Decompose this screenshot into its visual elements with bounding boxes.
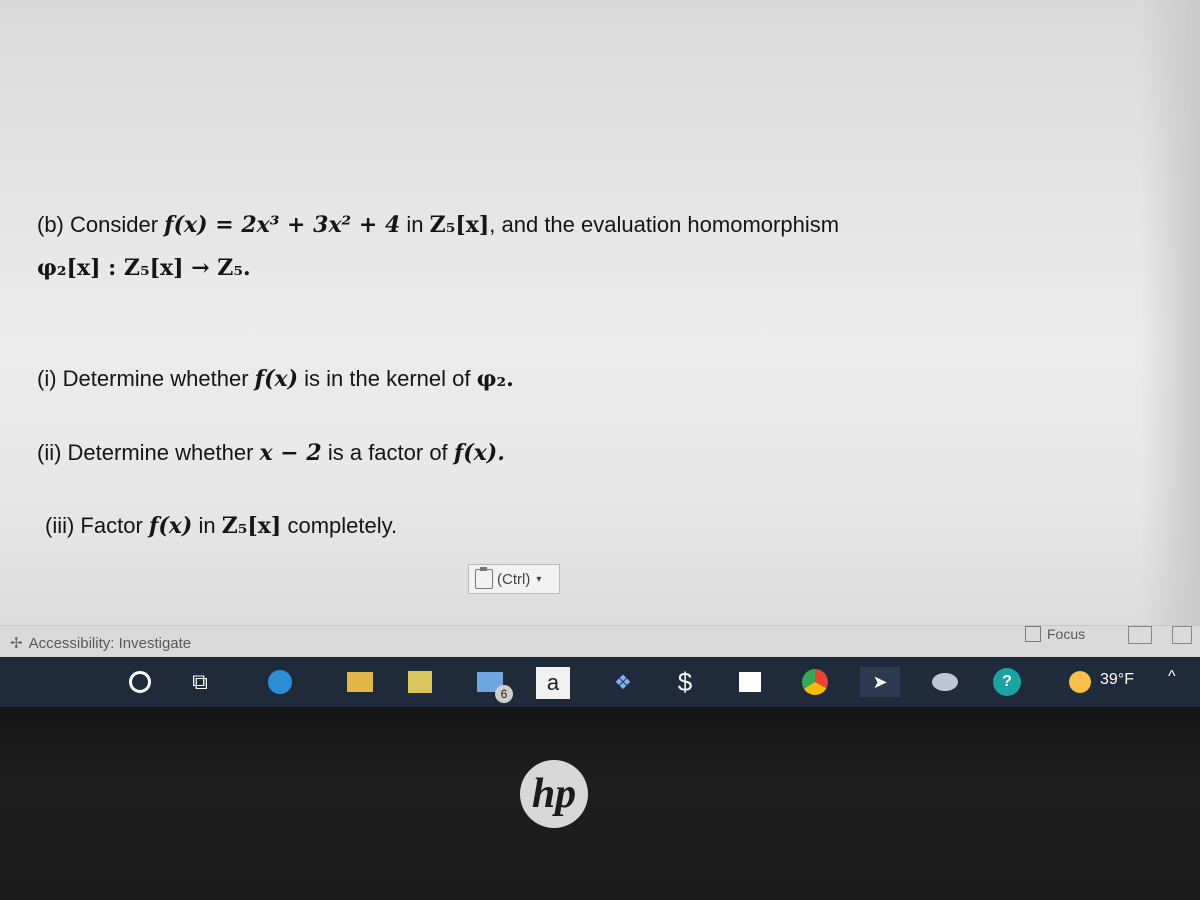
chrome-icon[interactable] [800, 667, 830, 697]
chevron-down-icon: ▾ [536, 573, 542, 585]
focus-icon [1025, 626, 1041, 642]
weather-icon[interactable] [1065, 667, 1095, 697]
problem-label: (b) Consider [37, 212, 159, 237]
homomorphism-notation: φ₂[x] : Z₅[x] → Z₅. [37, 255, 251, 281]
amazon-icon[interactable]: a [536, 667, 570, 699]
focus-button[interactable] [1025, 626, 1085, 642]
temperature[interactable]: 39°F [1100, 671, 1134, 688]
chevron-up-icon[interactable]: ^ [1168, 668, 1176, 685]
part-iii-math: f(x) [148, 513, 193, 539]
part-i-math: f(x) [254, 366, 299, 392]
homomorphism-line [37, 255, 251, 281]
part-ii [37, 440, 505, 466]
in-word: in [406, 212, 424, 237]
part-i-prefix: (i) Determine whether [37, 366, 249, 391]
part-ii-prefix: (ii) Determine whether [37, 440, 254, 465]
task-view-icon[interactable]: ⧉ [192, 669, 208, 694]
help-icon[interactable]: ? [992, 667, 1022, 697]
part-iii-ring: Z₅[x] [221, 513, 282, 539]
accessibility-label: Accessibility: Investigate [28, 634, 192, 652]
part-i [37, 366, 514, 392]
problem-b-statement [37, 212, 839, 238]
dollar-icon[interactable]: $ [677, 666, 693, 697]
accessibility-icon: ✢ [10, 635, 23, 652]
paste-options-label: (Ctrl) [497, 570, 531, 588]
store-icon[interactable] [405, 667, 435, 697]
part-iii-suffix: in [198, 513, 216, 538]
paste-options-button[interactable] [468, 564, 560, 594]
part-i-suffix: is in the kernel of [304, 366, 471, 391]
ring-notation: Z₅[x] [429, 212, 490, 238]
part-ii-suffix: is a factor of [327, 440, 448, 465]
function-definition: f(x) = 2x³ + 3x² + 4 [164, 212, 401, 238]
part-ii-math: x − 2 [259, 440, 322, 466]
part-i-end: φ₂. [476, 366, 514, 392]
part-iii-prefix: (iii) Factor [45, 513, 143, 538]
focus-label: Focus [1047, 626, 1086, 642]
print-layout-icon[interactable] [1172, 626, 1192, 644]
read-mode-icon[interactable] [1128, 626, 1152, 644]
clipboard-icon [475, 569, 493, 589]
start-icon[interactable] [0, 667, 60, 697]
laptop-bezel [0, 707, 1200, 900]
accessibility-status[interactable] [10, 634, 191, 652]
mail-badge: 6 [495, 685, 513, 703]
file-explorer-icon[interactable] [345, 667, 375, 697]
taskbar [0, 657, 1200, 707]
part-iii [45, 513, 397, 539]
problem-b-rest: , and the evaluation homomorphism [489, 212, 840, 237]
hp-logo: hp [520, 760, 588, 828]
paint-icon[interactable] [930, 667, 960, 697]
document-app-icon[interactable] [735, 667, 765, 697]
cursor-app-icon[interactable]: ➤ [860, 667, 900, 697]
part-iii-tail: completely. [287, 513, 398, 538]
edge-icon[interactable] [265, 667, 295, 697]
search-icon[interactable] [125, 667, 155, 697]
dropbox-icon[interactable]: ❖ [614, 671, 632, 694]
part-ii-end: f(x). [453, 440, 505, 466]
status-bar [0, 625, 1200, 658]
